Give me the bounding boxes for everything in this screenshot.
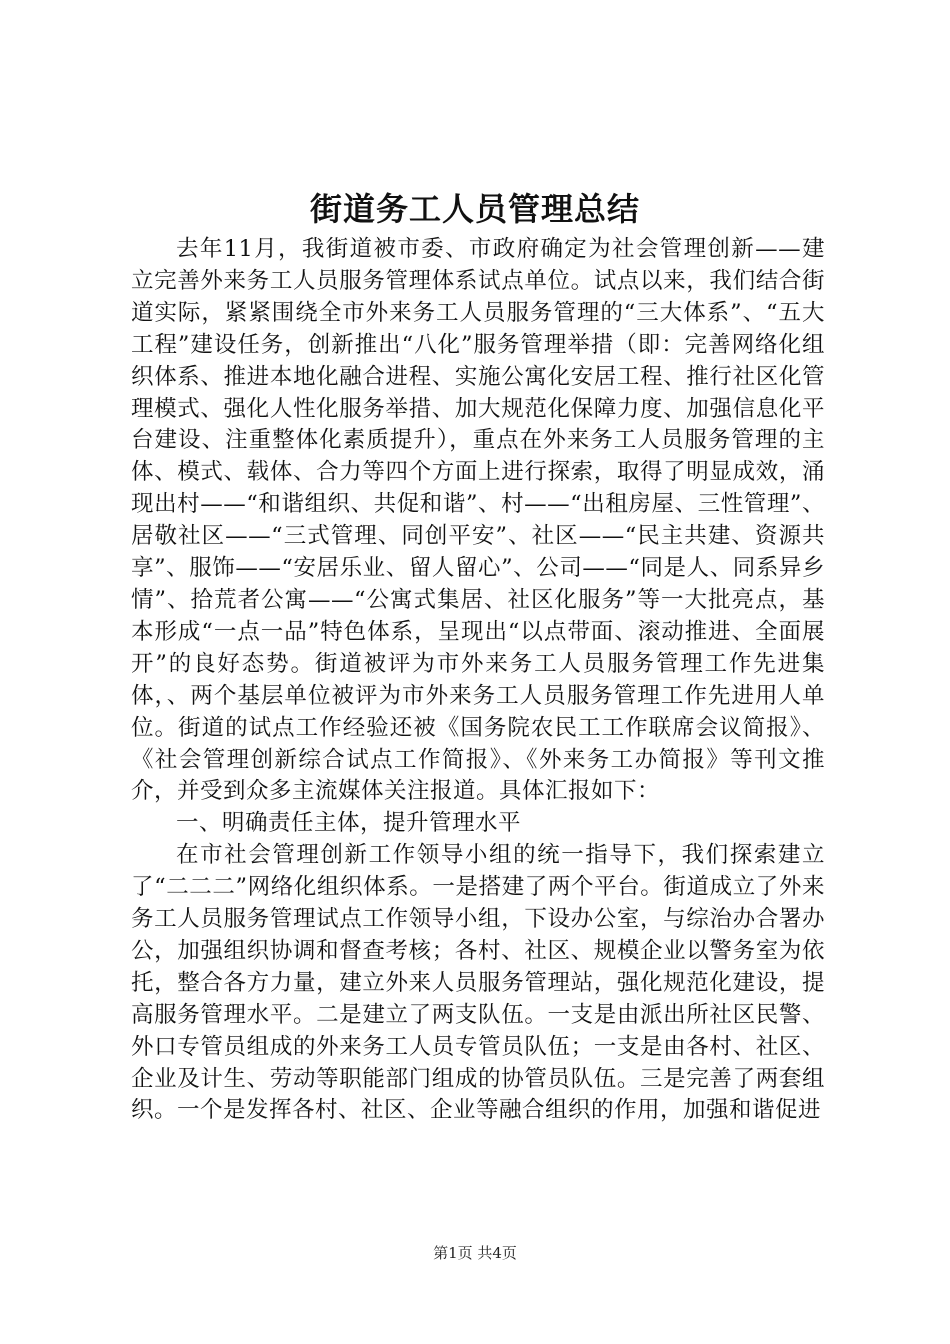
document-title: 街道务工人员管理总结 [309, 190, 640, 228]
page-footer: 第1页 共4页 [433, 1244, 517, 1262]
paragraph-section-1: 在市社会管理创新工作领导小组的统一指导下，我们探索建立了“二二二”网络化组织体系。一是搭建了两个平台。街道成立了外来务工人员服务管理试点工作领导小组，下设办公室，与综治办合署办公，加强组织协调和督查考核；各村、社区、规模企业以警务室为依托，整合各方力量，建立外来人员服务管理站，强化规范化建设，提高服务管理水平。二是建立了两支队伍。一支是由派出所社区民警、外口专管员组成的外来务工人员专管员队伍；一支是由各村、社区、企业及计生、劳动等职能部门组成的协管员队伍。三是完善了两套组织。一个是发挥各村、社区、企业等融合组织的作用，加强和谐促进 [131, 842, 825, 1124]
section-heading-1: 一、明确责任主体，提升管理水平 [176, 810, 522, 837]
paragraph-intro: 去年11月，我街道被市委、市政府确定为社会管理创新——建立完善外来务工人员服务管理体系试点单位。试点以来，我们结合街道实际，紧紧围绕全市外来务工人员服务管理的“三大体系”、“五大工程”建设任务，创新推出“八化”服务管理举措（即：完善网络化组织体系、推进本地化融合进程、实施公寓化安居工程、推行社区化管理模式、强化人性化服务举措、加大规范化保障力度、加强信息化平台建设、注重整体化素质提升），重点在外来务工人员服务管理的主体、模式、载体、合力等四个方面上进行探索，取得了明显成效，涌现出村——“和谐组织、共促和谐”、村——“出租房屋、三性管理”、居敬社区——“三式管理、同创平安”、社区——“民主共建、资源共享”、服饰——“安居乐业、留人留心”、公司——“同是人、同系异乡情”、拾荒者公寓——“公寓式集居、社区化服务”等一大批亮点，基本形成“一点一品”特色体系，呈现出“以点带面、滚动推进、全面展开”的良好态势。街道被评为市外来务工人员服务管理工作先进集体，、两个基层单位被评为市外来务工人员服务管理工作先进用人单位。街道的试点工作经验还被《国务院农民工工作联席会议简报》、《社会管理创新综合试点工作简报》、《外来务工办简报》等刊文推介，并受到众多主流媒体关注报道。具体汇报如下： [131, 236, 825, 805]
document-body [131, 234, 825, 1127]
